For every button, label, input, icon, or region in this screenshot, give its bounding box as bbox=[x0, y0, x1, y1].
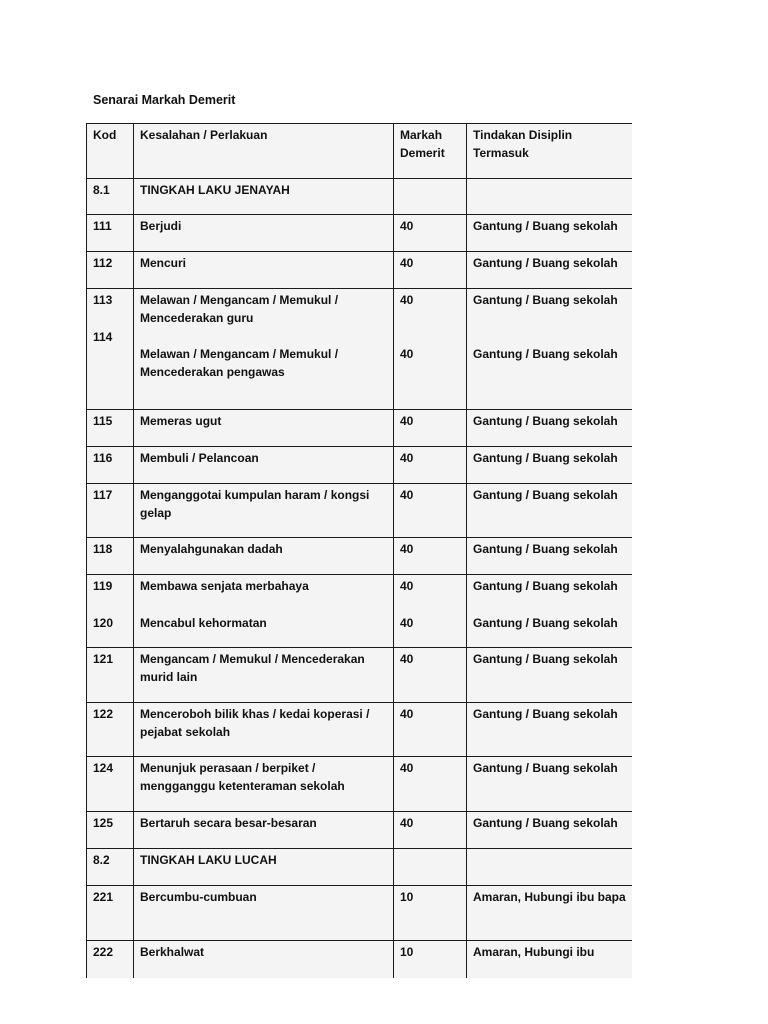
row-kesalahan-group bbox=[134, 575, 394, 648]
table-row bbox=[87, 886, 633, 941]
row-kod: 121 bbox=[87, 648, 134, 703]
row-tindakan: Amaran, Hubungi ibu bbox=[467, 941, 633, 979]
row-markah: 40 bbox=[394, 812, 467, 849]
section-markah bbox=[394, 179, 467, 215]
table-row-group bbox=[87, 575, 633, 648]
demerit-table bbox=[86, 123, 632, 978]
row-tindakan-group bbox=[467, 575, 633, 648]
row-kod: 111 bbox=[87, 215, 134, 252]
header-markah: Markah Demerit bbox=[394, 124, 467, 179]
table-header-row bbox=[87, 124, 633, 179]
section-label: TINGKAH LAKU LUCAH bbox=[134, 849, 394, 886]
header-kesalahan: Kesalahan / Perlakuan bbox=[134, 124, 394, 179]
row-kod: 114 bbox=[93, 329, 113, 344]
row-kod: 116 bbox=[87, 447, 134, 484]
section-markah bbox=[394, 849, 467, 886]
table-row-group bbox=[87, 289, 633, 410]
row-markah: 40 bbox=[394, 538, 467, 575]
row-markah: 10 bbox=[394, 886, 467, 941]
row-kod: 115 bbox=[87, 410, 134, 447]
row-kod: 222 bbox=[87, 941, 134, 979]
row-markah: 40 bbox=[394, 447, 467, 484]
row-kod: 118 bbox=[87, 538, 134, 575]
row-tindakan-group bbox=[467, 289, 633, 410]
table-row bbox=[87, 484, 633, 538]
row-kesalahan: Bercumbu-cumbuan bbox=[134, 886, 394, 941]
row-tindakan: Gantung / Buang sekolah bbox=[467, 484, 633, 538]
table-row bbox=[87, 648, 633, 703]
table-row bbox=[87, 941, 633, 979]
row-kod: 119 bbox=[93, 579, 113, 593]
section-tindakan bbox=[467, 849, 633, 886]
table-row bbox=[87, 447, 633, 484]
row-kod: 120 bbox=[93, 615, 114, 630]
row-markah: 40 bbox=[400, 347, 414, 361]
row-tindakan: Gantung / Buang sekolah bbox=[467, 252, 633, 289]
row-kesalahan: Membuli / Pelancoan bbox=[134, 447, 394, 484]
row-tindakan: Gantung / Buang sekolah bbox=[467, 538, 633, 575]
row-kesalahan: Bertaruh secara besar-besaran bbox=[134, 812, 394, 849]
row-kod: 117 bbox=[87, 484, 134, 538]
row-kesalahan: Mencabul kehormatan bbox=[140, 615, 267, 630]
demerit-table-container bbox=[86, 123, 632, 978]
row-kod: 221 bbox=[87, 886, 134, 941]
section-code: 8.1 bbox=[87, 179, 134, 215]
row-tindakan: Gantung / Buang sekolah bbox=[467, 215, 633, 252]
row-kesalahan: Berkhalwat bbox=[134, 941, 394, 979]
row-kesalahan: Membawa senjata merbahaya bbox=[140, 579, 309, 593]
row-kesalahan: Menceroboh bilik khas / kedai koperasi / pejabat sekolah bbox=[134, 703, 394, 757]
row-tindakan: Gantung / Buang sekolah bbox=[473, 293, 618, 307]
row-kesalahan: Melawan / Mengancam / Memukul / Mencederakan guru bbox=[140, 293, 339, 325]
row-tindakan: Gantung / Buang sekolah bbox=[473, 347, 618, 361]
table-row bbox=[87, 538, 633, 575]
row-kod: 113 bbox=[93, 293, 113, 307]
section-row bbox=[87, 849, 633, 886]
section-row bbox=[87, 179, 633, 215]
row-markah: 40 bbox=[394, 215, 467, 252]
row-markah: 40 bbox=[394, 757, 467, 812]
row-markah: 40 bbox=[394, 703, 467, 757]
row-kesalahan: Menunjuk perasaan / berpiket / mengganggu ketenteraman sekolah bbox=[134, 757, 394, 812]
table-row bbox=[87, 410, 633, 447]
row-markah: 40 bbox=[400, 579, 414, 593]
section-label: TINGKAH LAKU JENAYAH bbox=[134, 179, 394, 215]
row-tindakan: Gantung / Buang sekolah bbox=[467, 648, 633, 703]
row-tindakan: Gantung / Buang sekolah bbox=[467, 703, 633, 757]
row-tindakan: Gantung / Buang sekolah bbox=[467, 447, 633, 484]
row-kesalahan: Mengancam / Memukul / Mencederakan murid lain bbox=[134, 648, 394, 703]
row-markah: 40 bbox=[394, 648, 467, 703]
section-code: 8.2 bbox=[87, 849, 134, 886]
row-markah: 10 bbox=[394, 941, 467, 979]
row-kod: 112 bbox=[87, 252, 134, 289]
row-tindakan: Gantung / Buang sekolah bbox=[467, 757, 633, 812]
header-tindakan: Tindakan Disiplin Termasuk bbox=[467, 124, 633, 179]
row-markah-group bbox=[394, 289, 467, 410]
row-kesalahan: Menganggotai kumpulan haram / kongsi gelap bbox=[134, 484, 394, 538]
row-markah-group bbox=[394, 575, 467, 648]
row-markah: 40 bbox=[394, 252, 467, 289]
row-kod: 122 bbox=[87, 703, 134, 757]
row-tindakan: Gantung / Buang sekolah bbox=[473, 579, 618, 593]
row-markah: 40 bbox=[400, 615, 414, 630]
table-row bbox=[87, 252, 633, 289]
header-kod: Kod bbox=[87, 124, 134, 179]
table-row bbox=[87, 812, 633, 849]
row-tindakan: Gantung / Buang sekolah bbox=[467, 410, 633, 447]
row-kod-group bbox=[87, 575, 134, 648]
table-row bbox=[87, 757, 633, 812]
row-kesalahan: Mencuri bbox=[134, 252, 394, 289]
row-markah: 40 bbox=[400, 293, 414, 307]
row-tindakan: Gantung / Buang sekolah bbox=[473, 615, 618, 630]
row-kod-group bbox=[87, 289, 134, 410]
row-kesalahan: Memeras ugut bbox=[134, 410, 394, 447]
row-markah: 40 bbox=[394, 410, 467, 447]
table-row bbox=[87, 215, 633, 252]
row-kod: 124 bbox=[87, 757, 134, 812]
row-kesalahan: Berjudi bbox=[134, 215, 394, 252]
row-markah: 40 bbox=[394, 484, 467, 538]
table-row bbox=[87, 703, 633, 757]
row-kesalahan: Menyalahgunakan dadah bbox=[134, 538, 394, 575]
page-title: Senarai Markah Demerit bbox=[93, 93, 236, 107]
section-tindakan bbox=[467, 179, 633, 215]
row-tindakan: Gantung / Buang sekolah bbox=[467, 812, 633, 849]
row-kesalahan: Melawan / Mengancam / Memukul / Mencederakan pengawas bbox=[140, 347, 339, 379]
row-tindakan: Amaran, Hubungi ibu bapa bbox=[467, 886, 633, 941]
row-kod: 125 bbox=[87, 812, 134, 849]
row-kesalahan-group bbox=[134, 289, 394, 410]
